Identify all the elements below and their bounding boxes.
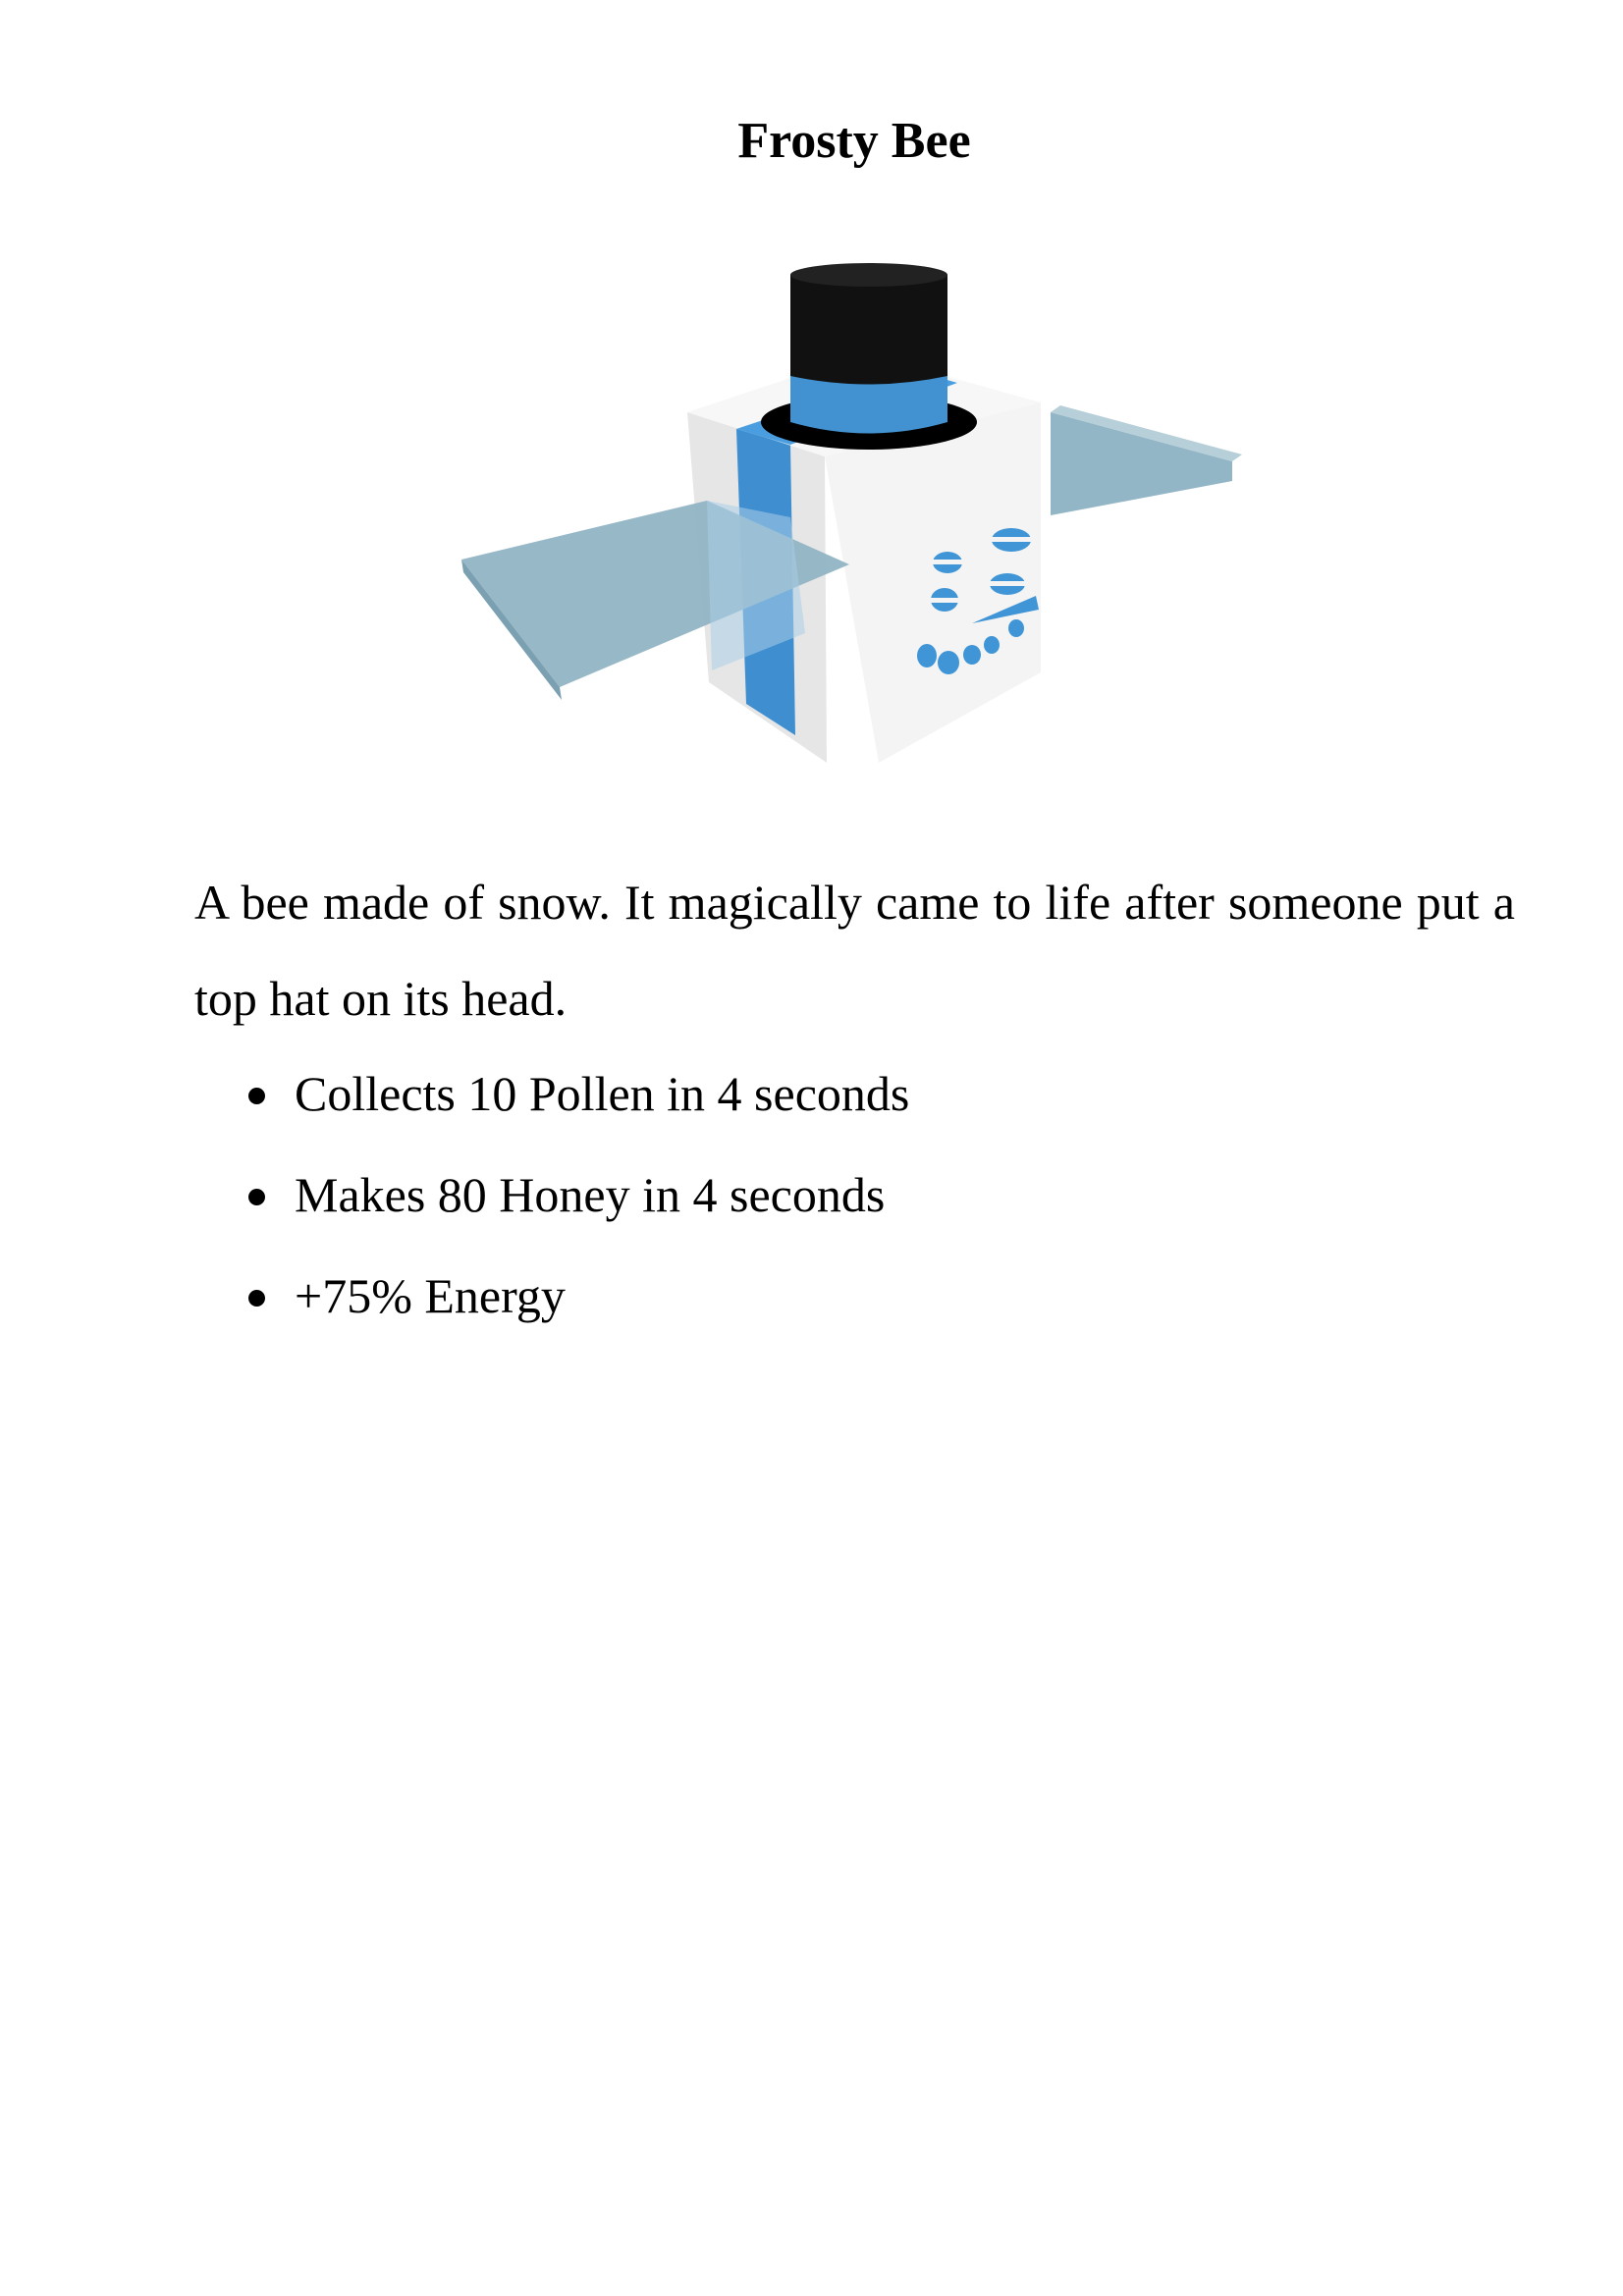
right-wing (1051, 405, 1242, 515)
top-hat (761, 263, 977, 450)
bullet-icon (248, 1189, 265, 1205)
stat-item-pollen (194, 1046, 1471, 1148)
bee-stats-list (194, 1046, 1471, 1350)
stat-text: +75% Energy (295, 1268, 566, 1323)
bullet-icon (248, 1088, 265, 1104)
stat-item-energy (194, 1249, 1471, 1350)
bullet-icon (248, 1290, 265, 1307)
page-title: Frosty Bee (737, 113, 971, 169)
bee-description: A bee made of snow. It magically came to life after someone put a top hat on its head. (194, 875, 1515, 1026)
stat-item-honey (194, 1148, 1471, 1249)
stat-text: Makes 80 Honey in 4 seconds (295, 1167, 886, 1222)
stat-text: Collects 10 Pollen in 4 seconds (295, 1066, 910, 1121)
frosty-bee-illustration (452, 260, 1257, 780)
